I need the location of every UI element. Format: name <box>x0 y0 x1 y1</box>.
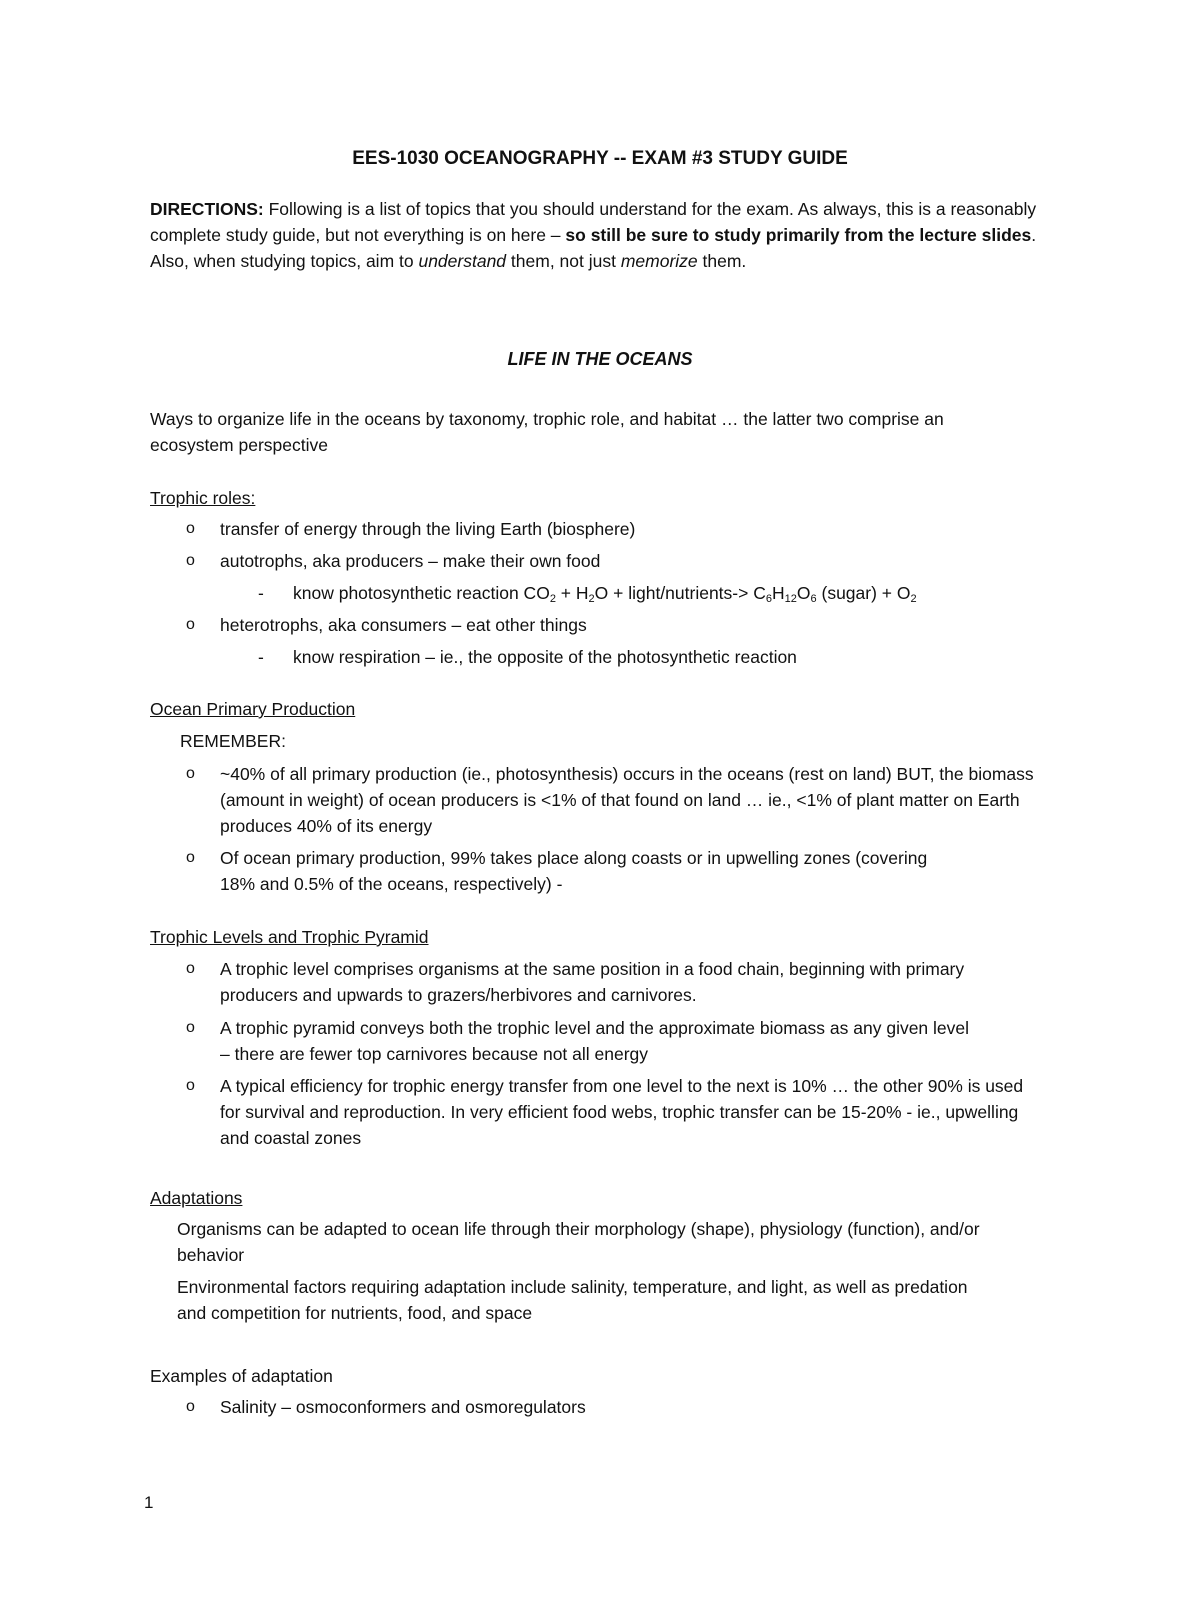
adaptations-paragraph-1: Organisms can be adapted to ocean life through their morphology (shape), physiology (function), and/or behavior <box>177 1219 980 1265</box>
list-item-text: transfer of energy through the living Earth (biosphere) <box>220 519 636 539</box>
directions-text-2: . Also, when studying topics, aim to <box>150 225 1037 271</box>
page-number: 1 <box>144 1493 154 1512</box>
bullet-icon: o <box>186 960 195 977</box>
section-title: LIFE IN THE OCEANS <box>507 349 693 369</box>
directions-paragraph <box>150 196 1050 274</box>
intro-paragraph: Ways to organize life in the oceans by taxonomy, trophic role, and habitat … the latter two comprise an ecosystem perspective <box>150 409 944 455</box>
page-title: EES-1030 OCEANOGRAPHY -- EXAM #3 STUDY GUIDE <box>352 148 848 169</box>
examples-heading: Examples of adaptation <box>150 1366 333 1386</box>
list-item-text: A trophic level comprises organisms at the same position in a food chain, beginning with primary producers and upwards to grazers/herbivores and carnivores. <box>220 959 965 1005</box>
adaptations-heading: Adaptations <box>150 1188 243 1208</box>
dash-icon: - <box>258 583 264 603</box>
directions-emphasis-1: understand <box>418 251 507 271</box>
bullet-icon: o <box>186 849 195 866</box>
trophic-levels-heading: Trophic Levels and Trophic Pyramid <box>150 927 429 947</box>
bullet-icon: o <box>186 765 195 782</box>
adaptations-paragraph-2: Environmental factors requiring adaptation include salinity, temperature, and light, as well as predation and competition for nutrients, food, and space <box>177 1277 968 1323</box>
dash-icon: - <box>258 647 264 667</box>
bullet-icon: o <box>186 1398 195 1415</box>
directions-emphasis-2: memorize <box>620 251 698 271</box>
list-item-text: A trophic pyramid conveys both the trophic level and the approximate biomass as any given level – there are fewer top carnivores because not all energy <box>220 1018 970 1064</box>
directions-text-4: them. <box>697 251 747 271</box>
bullet-icon: o <box>186 616 195 633</box>
bullet-icon: o <box>186 520 195 537</box>
directions-text-3: them, not just <box>506 251 621 271</box>
list-item-text: A typical efficiency for trophic energy transfer from one level to the next is 10% … the other 90% is used for survival and reproduction. In very efficient food webs, trophic transfer can be 15-20% - ie., upwelling and coastal zones <box>220 1076 1024 1148</box>
list-item-text: Salinity – osmoconformers and osmoregulators <box>220 1397 586 1417</box>
photosynthesis-equation: know photosynthetic reaction $CO_2 + H_2O$ + light/nutrients-> $C_6H_{12}O_6$ (sugar) + $O_2$ <box>293 583 917 605</box>
list-item-text: ~40% of all primary production (ie., photosynthesis) occurs in the oceans (rest on land) BUT, the biomass (amount in weight) of ocean producers is <1% of that found on land … ie., <1% of plant matter on Earth produces 40% of its energy <box>220 764 1034 836</box>
trophic-roles-heading: Trophic roles: <box>150 488 256 508</box>
list-item-text: know respiration – ie., the opposite of the photosynthetic reaction <box>293 647 797 667</box>
primary-production-heading: Ocean Primary Production <box>150 699 356 719</box>
directions-label: DIRECTIONS: <box>150 199 264 219</box>
remember-label: REMEMBER: <box>180 731 286 751</box>
bullet-icon: o <box>186 1019 195 1036</box>
bullet-icon: o <box>186 1077 195 1094</box>
list-item-text: Of ocean primary production, 99% takes place along coasts or in upwelling zones (covering 18% and 0.5% of the oceans, respectively) - <box>220 848 928 894</box>
list-item-text: heterotrophs, aka consumers – eat other things <box>220 615 587 635</box>
directions-text-1: Following is a list of topics that you should understand for the exam. As always, this is a reasonably complete study guide, but not everything is on here – <box>150 199 1037 245</box>
bullet-icon: o <box>186 552 195 569</box>
list-item-text: autotrophs, aka producers – make their own food <box>220 551 601 571</box>
directions-bold-text: so still be sure to study primarily from the lecture slides <box>565 225 1032 245</box>
